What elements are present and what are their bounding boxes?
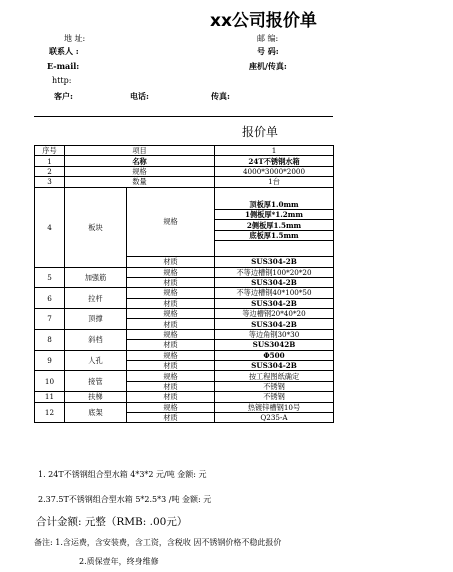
- row-spec: 热镀锌槽钢10号: [215, 402, 334, 412]
- row-material-label: 材质: [127, 277, 215, 287]
- row-spec: 不等边槽钢100*20*20: [215, 267, 334, 277]
- row-index: 5: [35, 267, 65, 288]
- row-index: 3: [35, 177, 65, 187]
- column-header-item: 项目: [65, 146, 215, 156]
- quote-table: [34, 145, 334, 423]
- row-spec-value: 顶板厚1.0mm: [215, 199, 334, 209]
- row-label: 数量: [65, 177, 215, 187]
- row-material-label: 材质: [127, 392, 215, 402]
- row-spec-value: 1侧板厚*1.2mm: [215, 209, 334, 219]
- total-amount: 合计金额: 元整（RMB: .00元）: [36, 516, 188, 528]
- table-row: [35, 329, 334, 339]
- row-value: 4000*3000*2000: [215, 166, 334, 176]
- note-1: 备注: 1.含运费，含安装费，含工资，含税收 因不锈钢价格不稳此报价: [34, 538, 282, 547]
- address-label: 地 址:: [64, 34, 86, 43]
- row-index: 9: [35, 350, 65, 371]
- row-spec-label: 规格: [127, 329, 215, 339]
- row-material: SUS304-2B: [215, 319, 334, 329]
- row-material-label: 材质: [127, 381, 215, 391]
- note-2: 2.质保壹年，终身维修: [79, 557, 159, 566]
- row-index: 10: [35, 371, 65, 392]
- row-spec-value-empty: [215, 187, 334, 199]
- table-row: [35, 156, 334, 166]
- row-name: 人孔: [65, 350, 127, 371]
- row-spec-value: 底板厚1.5mm: [215, 230, 334, 240]
- row-spec: 不等边槽钢40*100*50: [215, 288, 334, 298]
- row-index: 7: [35, 309, 65, 330]
- postcode-label: 邮 编:: [257, 34, 279, 43]
- row-material: SUS304-2B: [215, 257, 334, 267]
- table-row: [35, 402, 334, 412]
- row-name: 拉杆: [65, 288, 127, 309]
- table-row: [35, 187, 334, 199]
- row-index: 8: [35, 329, 65, 350]
- row-spec-label: 规格: [127, 309, 215, 319]
- row-material: SUS304-2B: [215, 361, 334, 371]
- row-spec-label: 规格: [127, 402, 215, 412]
- row-material-label: 材质: [127, 361, 215, 371]
- table-row: [35, 371, 334, 381]
- row-index: 11: [35, 392, 65, 402]
- row-material: Q235-A: [215, 412, 334, 422]
- row-name: 顶撑: [65, 309, 127, 330]
- row-name: 斜档: [65, 329, 127, 350]
- row-material-label: 材质: [127, 319, 215, 329]
- row-label: 名称: [65, 156, 215, 166]
- row-material-label: 材质: [127, 257, 215, 267]
- line-item-2: 2.37.5T不锈钢组合型水箱 5*2.5*3 /吨 金额: 元: [38, 495, 212, 504]
- email-label: E-mail:: [47, 61, 80, 71]
- row-value: 1台: [215, 177, 334, 187]
- row-label: 规格: [65, 166, 215, 176]
- customer-label: 客户:: [54, 91, 73, 101]
- row-spec: Φ500: [215, 350, 334, 360]
- row-material: SUS304-2B: [215, 298, 334, 308]
- column-header-value: 1: [215, 146, 334, 156]
- fax-label: 传真:: [211, 91, 230, 101]
- number-label: 号 码:: [257, 46, 279, 56]
- table-row: [35, 288, 334, 298]
- table-row: [35, 267, 334, 277]
- row-index: 12: [35, 402, 65, 423]
- landline-fax-label: 座机/传真:: [249, 61, 287, 71]
- row-spec: 等边槽钢20*40*20: [215, 309, 334, 319]
- row-name: 接管: [65, 371, 127, 392]
- row-material-label: 材质: [127, 412, 215, 422]
- row-value: 24T不锈钢水箱: [215, 156, 334, 166]
- row-index: 6: [35, 288, 65, 309]
- row-spec-value: 2侧板厚1.5mm: [215, 220, 334, 230]
- row-index: 2: [35, 166, 65, 176]
- line-item-1: 1. 24T不锈钢组合型水箱 4*3*2 元/吨 金额: 元: [38, 470, 207, 479]
- row-material: SUS3042B: [215, 340, 334, 350]
- row-index: 4: [35, 187, 65, 267]
- table-header-row: [35, 146, 334, 156]
- row-spec-label: 规格: [127, 267, 215, 277]
- row-name: 底架: [65, 402, 127, 423]
- row-name: 加强筋: [65, 267, 127, 288]
- row-spec-label: 规格: [127, 371, 215, 381]
- row-spec-label: 规格: [127, 288, 215, 298]
- table-row: [35, 309, 334, 319]
- row-spec-label: 规格: [127, 350, 215, 360]
- row-spec: 等边角钢30*30: [215, 329, 334, 339]
- quote-title: 报价单: [242, 125, 279, 139]
- table-row: [35, 392, 334, 402]
- table-row: [35, 166, 334, 176]
- row-material: 不锈钢: [215, 381, 334, 391]
- row-material: SUS304-2B: [215, 277, 334, 287]
- row-name: 板块: [65, 187, 127, 267]
- phone-label: 电话:: [130, 91, 149, 101]
- row-spec-label: 规格: [127, 187, 215, 257]
- http-label: http:: [52, 76, 72, 85]
- contact-label: 联系人 :: [49, 46, 79, 56]
- row-spec-value-empty: [215, 241, 334, 257]
- row-material-label: 材质: [127, 340, 215, 350]
- column-header-index: 序号: [35, 146, 65, 156]
- page-title: xx公司报价单: [210, 11, 317, 31]
- row-material-label: 材质: [127, 298, 215, 308]
- header-divider: [34, 116, 333, 117]
- row-spec: 按工程图纸确定: [215, 371, 334, 381]
- row-name: 扶梯: [65, 392, 127, 402]
- table-row: [35, 350, 334, 360]
- row-index: 1: [35, 156, 65, 166]
- table-row: [35, 177, 334, 187]
- row-material: 不锈钢: [215, 392, 334, 402]
